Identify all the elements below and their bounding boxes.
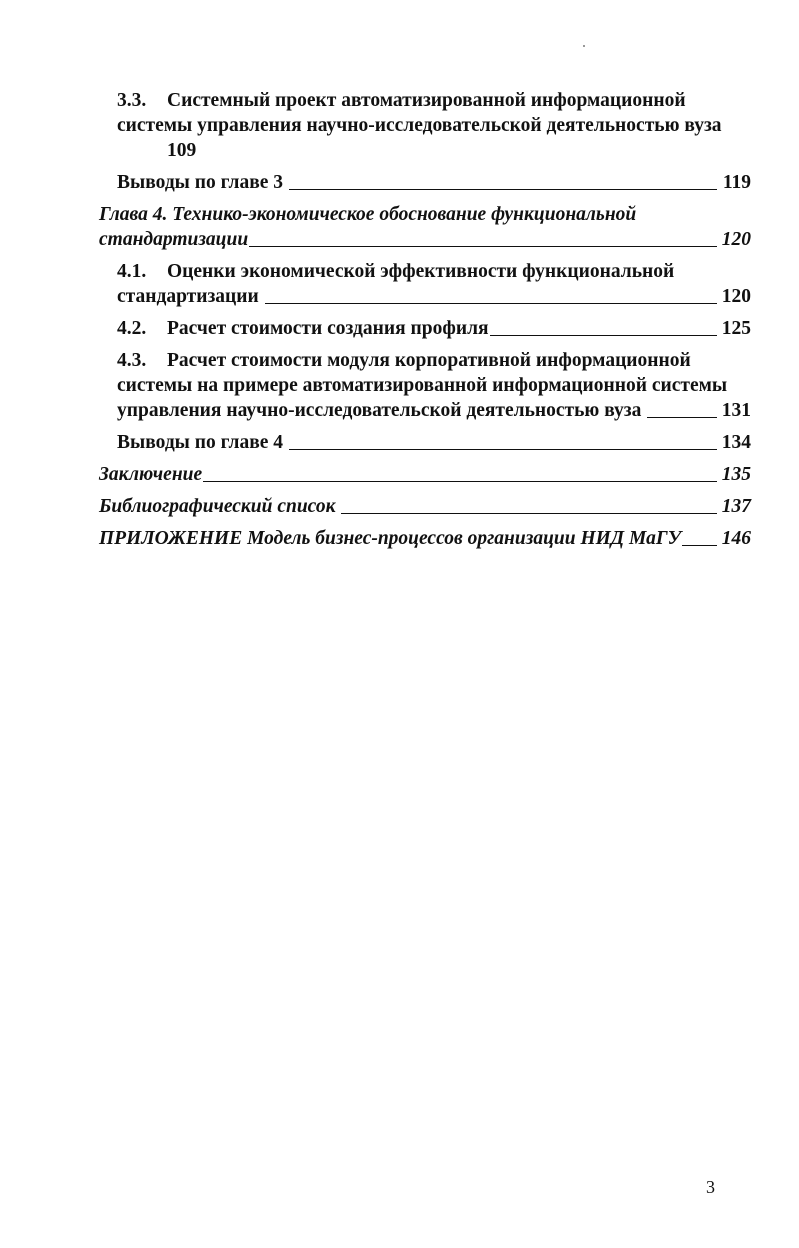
- toc-entry-title-line3: управления научно-исследовательской деятельностью вуза: [117, 400, 642, 421]
- toc-entry-3-3[interactable]: [99, 88, 751, 163]
- toc-entry-title: Выводы по главе 3: [117, 172, 284, 193]
- toc-entry-page: 135: [721, 464, 751, 485]
- toc-entry-page: 119: [722, 172, 751, 193]
- toc-entry-page: 120: [721, 229, 751, 250]
- toc-entry-number: 4.3.: [117, 350, 147, 371]
- dot-leader: [265, 303, 717, 304]
- dot-leader: [341, 513, 717, 514]
- toc-entry-4-3[interactable]: [99, 348, 751, 423]
- toc-entry-page: 131: [721, 400, 751, 421]
- toc-entry-title-line2: системы на примере автоматизированной информационной системы: [117, 375, 728, 396]
- dot-leader: [682, 545, 717, 546]
- toc-entry-page: 120: [721, 286, 751, 307]
- toc-entry-title-line1: Оценки экономической эффективности функциональной: [167, 261, 675, 282]
- toc-entry-page: 137: [721, 496, 751, 517]
- toc-entry-number: 4.1.: [117, 261, 147, 282]
- toc-entry-title: Расчет стоимости создания профиля: [167, 318, 489, 339]
- toc-entry-title: Библиографический список: [99, 496, 336, 517]
- dot-leader: [490, 335, 717, 336]
- toc-entry-title-line2: стандартизации: [99, 229, 249, 250]
- table-of-contents: [99, 88, 751, 558]
- toc-entry-4-2[interactable]: [99, 316, 751, 341]
- dot-leader: [289, 189, 717, 190]
- toc-entry-appendix[interactable]: [99, 526, 751, 551]
- toc-entry-bibliography[interactable]: [99, 494, 751, 519]
- toc-entry-title: Заключение: [99, 464, 203, 485]
- toc-entry-title-line2: стандартизации: [117, 286, 259, 307]
- page-number: 3: [706, 1177, 715, 1197]
- toc-entry-title-line2: системы управления научно-исследовательской деятельностью вуза: [117, 115, 722, 136]
- scan-speck: [583, 45, 585, 47]
- toc-entry-title-line1: Системный проект автоматизированной информационной: [167, 90, 686, 111]
- toc-entry-number: 3.3.: [117, 90, 147, 111]
- toc-entry-conclusion[interactable]: [99, 462, 751, 487]
- toc-entry-number: 4.2.: [117, 318, 147, 339]
- toc-entry-conclusions-3[interactable]: [99, 170, 751, 195]
- dot-leader: [203, 481, 717, 482]
- toc-entry-chapter-4[interactable]: [99, 202, 751, 252]
- toc-entry-page: 109: [167, 140, 197, 161]
- toc-entry-title-line1: Расчет стоимости модуля корпоративной информационной: [167, 350, 691, 371]
- dot-leader: [289, 449, 717, 450]
- dot-leader: [647, 417, 717, 418]
- toc-entry-title: ПРИЛОЖЕНИЕ Модель бизнес-процессов организации НИД МаГУ: [99, 528, 682, 549]
- toc-entry-conclusions-4[interactable]: [99, 430, 751, 455]
- toc-entry-page: 125: [721, 318, 751, 339]
- toc-entry-title-line1: Глава 4. Технико-экономическое обоснование функциональной: [99, 204, 637, 225]
- toc-entry-title: Выводы по главе 4: [117, 432, 284, 453]
- toc-entry-page: 146: [721, 528, 751, 549]
- toc-entry-4-1[interactable]: [99, 259, 751, 309]
- dot-leader: [249, 246, 717, 247]
- toc-entry-page: 134: [721, 432, 751, 453]
